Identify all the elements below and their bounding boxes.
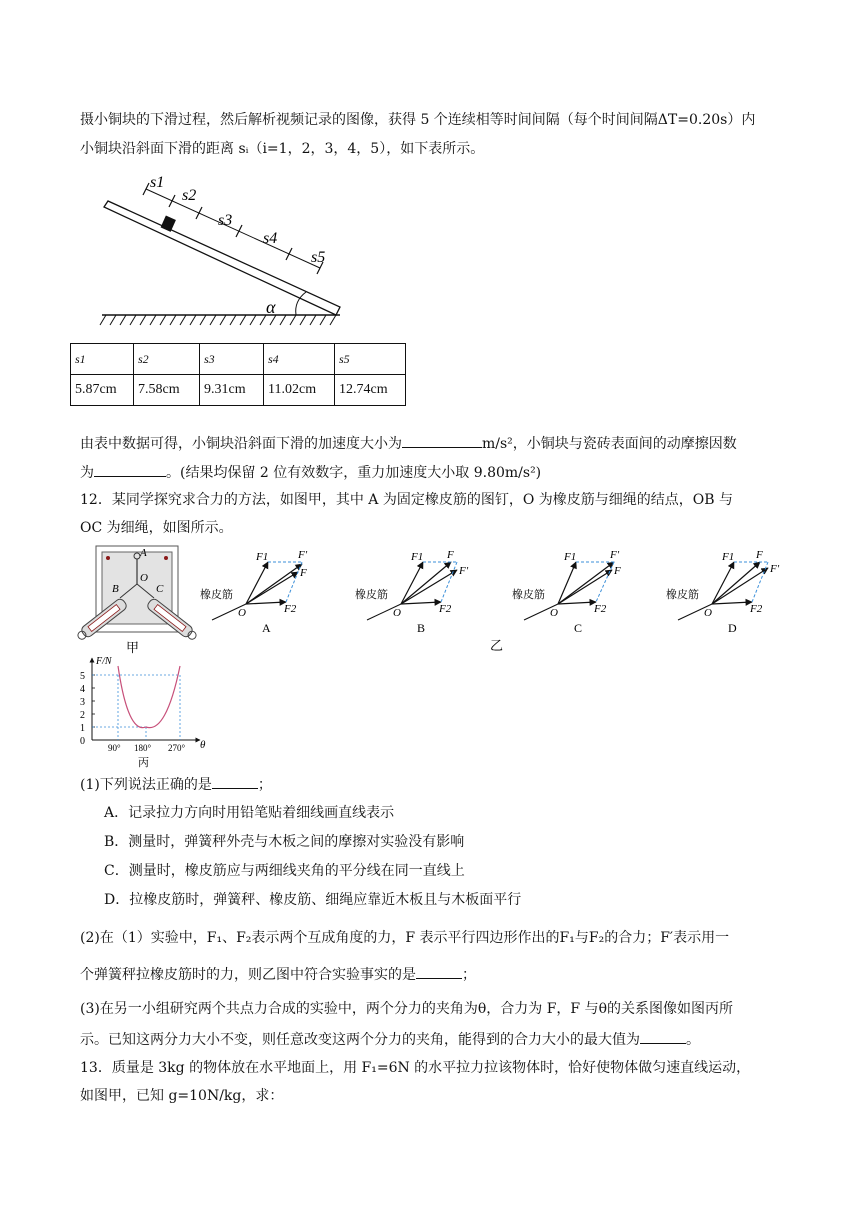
bing-xlabel: θ [200, 739, 206, 751]
alpha-label: α [266, 297, 276, 317]
jia-label-B: B [112, 583, 119, 595]
bing-xtick-270: 270° [168, 743, 186, 753]
q12-sub2-line-1: (2)在（1）实验中，F₁、F₂表示两个互成角度的力，F 表示平行四边形作出的F₁与F₂的合力；F′表示用一 [80, 930, 730, 946]
option-b: B．测量时，弹簧秤外壳与木板之间的摩擦对实验没有影响 [104, 834, 465, 850]
yi-d-label: D [728, 621, 737, 635]
bing-ytick-0: 0 [80, 736, 85, 747]
q11-text-d: 。(结果均保留 2 位有效数字，重力加速度大小取 9.80m/s²) [166, 465, 542, 481]
q12-sub2-end: ； [462, 967, 476, 983]
table-row [71, 344, 406, 375]
yi-c-label: C [574, 621, 583, 635]
jia-label-C: C [156, 583, 164, 595]
option-d: D．拉橡皮筋时，弹簧秤、橡皮筋、细绳应靠近木板且与木板面平行 [104, 892, 522, 908]
answer-blank-sub2[interactable] [416, 964, 462, 979]
yi-b-F: F [447, 549, 454, 561]
distance-table [70, 343, 406, 406]
answer-blank-sub1[interactable] [212, 774, 258, 789]
bing-xtick-90: 90° [108, 743, 121, 753]
q12-sub2-text: 个弹簧秤拉橡皮筋时的力，则乙图中符合实验事实的是 [80, 967, 416, 983]
yi-b-Fp: F′ [459, 565, 469, 577]
bing-ytick-5: 5 [80, 671, 85, 682]
q12-line-2: OC 为细绳，如图所示。 [80, 520, 233, 536]
header-s5: s5 [335, 344, 406, 375]
header-s1: s1 [71, 344, 134, 375]
q12-sub3-text: 示。已知这两分力大小不变，则任意改变这两个分力的夹角，能得到的合力大小的最大值为 [80, 1032, 640, 1048]
yi-a-O: O [238, 607, 246, 619]
q11-line-1 [80, 433, 737, 454]
graph-bing [76, 652, 210, 770]
yi-c-F1: F1 [564, 551, 577, 563]
q11-text-c: 为 [80, 465, 94, 481]
q12-sub3-end: 。 [686, 1032, 700, 1048]
q12-sub1 [80, 774, 272, 795]
yi-d-rubber: 橡皮筋 [666, 589, 699, 601]
answer-blank-friction[interactable] [94, 462, 166, 477]
q12-sub2-line-2 [80, 964, 476, 985]
q13-line-1: 13．质量是 3kg 的物体放在水平地面上，用 F₁=6N 的水平拉力拉该物体时，恰好使物体做匀速直线运动， [80, 1060, 751, 1076]
jia-label-O: O [140, 572, 148, 584]
option-c: C．测量时，橡皮筋应与两细线夹角的平分线在同一直线上 [104, 863, 465, 879]
q12-sub3-line-1: (3)在另一小组研究两个共点力合成的实验中，两个分力的夹角为θ，合力为 F，F 与θ的关系图像如图丙所 [80, 1001, 734, 1017]
yi-d-F1: F1 [722, 551, 735, 563]
bing-xtick-180: 180° [134, 743, 152, 753]
q12-sub1-end: ； [257, 777, 272, 793]
bing-caption: 丙 [138, 757, 149, 769]
yi-d-F: F [756, 549, 763, 561]
yi-d-Fp: F′ [770, 563, 780, 575]
jia-caption: 甲 [126, 640, 140, 655]
yi-panel-d [666, 549, 780, 635]
answer-blank-acceleration[interactable] [402, 433, 482, 448]
yi-b-O: O [393, 607, 401, 619]
header-s3: s3 [200, 344, 264, 375]
yi-c-F: F [614, 565, 621, 577]
intro-line-2: 小铜块沿斜面下滑的距离 sᵢ（i=1，2，3，4，5），如下表所示。 [80, 141, 485, 157]
q12-sub3-line-2 [80, 1029, 700, 1050]
q13-line-2: 如图甲，已知 g=10N/kg，求： [80, 1088, 284, 1104]
q11-text-b: m/s²，小铜块与瓷砖表面间的动摩擦因数 [482, 436, 737, 452]
q11-text-a: 由表中数据可得，小铜块沿斜面下滑的加速度大小为 [80, 436, 402, 452]
s2-label: s2 [182, 187, 197, 204]
yi-c-Fp: F′ [610, 549, 620, 561]
header-s2: s2 [134, 344, 200, 375]
value-s3: 9.31cm [200, 375, 264, 406]
s1-label: s1 [150, 174, 165, 191]
bing-ytick-1: 1 [80, 723, 85, 734]
yi-d-O: O [704, 607, 712, 619]
bing-ytick-3: 3 [80, 697, 85, 708]
yi-a-F: F [300, 567, 307, 579]
s5-label: s5 [311, 249, 326, 266]
bing-ytick-4: 4 [80, 684, 85, 695]
yi-b-F1: F1 [411, 551, 424, 563]
s3-label: s3 [218, 212, 233, 229]
yi-c-F2: F2 [594, 603, 607, 615]
yi-c-O: O [550, 607, 558, 619]
yi-panel-a [200, 549, 308, 635]
figure-yi [198, 544, 780, 656]
value-s4: 11.02cm [264, 375, 335, 406]
yi-b-F2: F2 [439, 603, 452, 615]
figure-jia [76, 544, 206, 656]
yi-a-F2: F2 [284, 603, 297, 615]
intro-line-1: 摄小铜块的下滑过程，然后解析视频记录的图像，获得 5 个连续相等时间间隔（每个时间间隔ΔT=0.20s）内 [80, 112, 756, 128]
yi-a-rubber: 橡皮筋 [200, 589, 233, 601]
q11-line-2 [80, 462, 541, 483]
q12-sub1-text: (1)下列说法正确的是 [80, 777, 212, 793]
yi-panel-c [512, 549, 621, 635]
s4-label: s4 [263, 230, 278, 247]
jia-label-A: A [140, 547, 147, 559]
yi-d-F2: F2 [750, 603, 763, 615]
yi-panel-b [355, 549, 469, 635]
yi-caption: 乙 [490, 638, 504, 653]
bing-ytick-2: 2 [80, 710, 85, 721]
yi-a-label: A [262, 621, 271, 635]
value-s1: 5.87cm [71, 375, 134, 406]
table-row [71, 375, 406, 406]
yi-b-rubber: 橡皮筋 [355, 589, 388, 601]
bing-ylabel: F/N [96, 656, 112, 667]
header-s4: s4 [264, 344, 335, 375]
incline-figure [96, 165, 346, 337]
yi-a-Fp: F′ [298, 549, 308, 561]
yi-b-label: B [417, 621, 426, 635]
value-s2: 7.58cm [134, 375, 200, 406]
yi-c-rubber: 橡皮筋 [512, 589, 545, 601]
q12-line-1: 12．某同学探究求合力的方法，如图甲，其中 A 为固定橡皮筋的图钉，O 为橡皮筋与细绳的结点，OB 与 [80, 492, 733, 508]
answer-blank-sub3[interactable] [640, 1029, 686, 1044]
value-s5: 12.74cm [335, 375, 406, 406]
yi-a-F1: F1 [256, 551, 269, 563]
option-a: A．记录拉力方向时用铅笔贴着细线画直线表示 [104, 805, 395, 821]
